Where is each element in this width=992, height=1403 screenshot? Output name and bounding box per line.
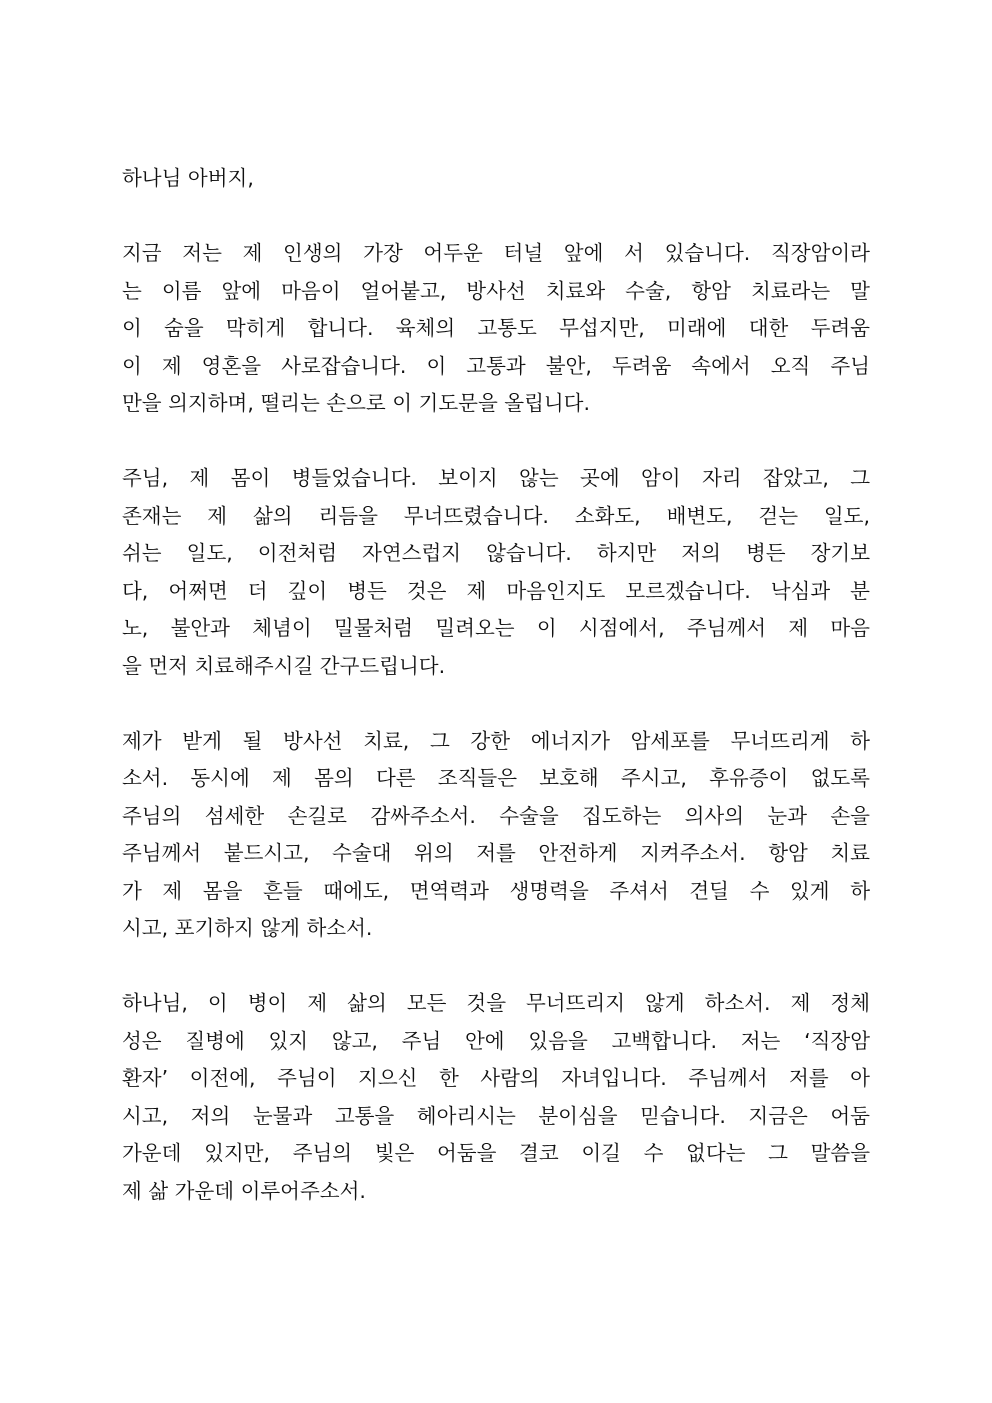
paragraph-line: 제 삶 가운데 이루어주소서. — [122, 1178, 366, 1203]
paragraph-line: 가운데 있지만, 주님의 빛은 어둠을 결코 이길 수 없다는 그 말씀을 — [122, 1141, 870, 1165]
paragraph-line: 시고, 저의 눈물과 고통을 헤아리시는 분이심을 믿습니다. 지금은 어둠 — [122, 1103, 870, 1128]
paragraph-line: 제가 받게 될 방사선 치료, 그 강한 에너지가 암세포를 무너뜨리게 하 — [122, 728, 870, 753]
paragraph-line: 만을 의지하며, 떨리는 손으로 이 기도문을 올립니다. — [122, 391, 590, 415]
paragraph-line: 다, 어쩌면 더 깊이 병든 것은 제 마음인지도 모르겠습니다. 낙심과 분 — [122, 578, 870, 603]
paragraph-line: 가 제 몸을 흔들 때에도, 면역력과 생명력을 주셔서 견딜 수 있게 하 — [122, 878, 870, 903]
paragraph-line: 시고, 포기하지 않게 하소서. — [122, 916, 373, 940]
paragraph-line: 쉬는 일도, 이전처럼 자연스럽지 않습니다. 하지만 저의 병든 장기보 — [122, 541, 870, 565]
paragraph-line: 주님께서 붙드시고, 수술대 위의 저를 안전하게 지켜주소서. 항암 치료 — [122, 841, 870, 865]
paragraph-2 — [122, 460, 870, 685]
prayer-text — [122, 160, 870, 1210]
paragraph-line: 성은 질병에 있지 않고, 주님 안에 있음을 고백합니다. 저는 ‘직장암 — [122, 1028, 870, 1053]
paragraph-line: 환자’ 이전에, 주님이 지으신 한 사람의 자녀입니다. 주님께서 저를 아 — [122, 1066, 870, 1090]
paragraph-line: 지금 저는 제 인생의 가장 어두운 터널 앞에 서 있습니다. 직장암이라 — [122, 241, 870, 265]
paragraph-4 — [122, 985, 870, 1210]
paragraph-3 — [122, 723, 870, 948]
paragraph-gap — [122, 198, 870, 236]
paragraph-line: 주님의 섬세한 손길로 감싸주소서. 수술을 집도하는 의사의 눈과 손을 — [122, 803, 870, 828]
paragraph-gap — [122, 948, 870, 986]
paragraph-line: 소서. 동시에 제 몸의 다른 조직들은 보호해 주시고, 후유증이 없도록 — [122, 766, 870, 790]
paragraph-line: 는 이름 앞에 마음이 얼어붙고, 방사선 치료와 수술, 항암 치료라는 말 — [122, 278, 870, 303]
paragraph-1 — [122, 235, 870, 423]
paragraph-line: 노, 불안과 체념이 밀물처럼 밀려오는 이 시점에서, 주님께서 제 마음 — [122, 616, 870, 640]
salutation: 하나님 아버지, — [122, 166, 254, 190]
paragraph-line: 이 숨을 막히게 합니다. 육체의 고통도 무섭지만, 미래에 대한 두려움 — [122, 316, 870, 340]
paragraph-line: 하나님, 이 병이 제 삶의 모든 것을 무너뜨리지 않게 하소서. 제 정체 — [122, 991, 870, 1015]
paragraph-line: 주님, 제 몸이 병들었습니다. 보이지 않는 곳에 암이 자리 잡았고, 그 — [122, 466, 870, 490]
paragraph-gap — [122, 685, 870, 723]
paragraph-gap — [122, 423, 870, 461]
paragraph-line: 을 먼저 치료해주시길 간구드립니다. — [122, 653, 446, 678]
paragraph-line: 존재는 제 삶의 리듬을 무너뜨렸습니다. 소화도, 배변도, 걷는 일도, — [122, 503, 870, 528]
paragraph-line: 이 제 영혼을 사로잡습니다. 이 고통과 불안, 두려움 속에서 오직 주님 — [122, 353, 870, 378]
